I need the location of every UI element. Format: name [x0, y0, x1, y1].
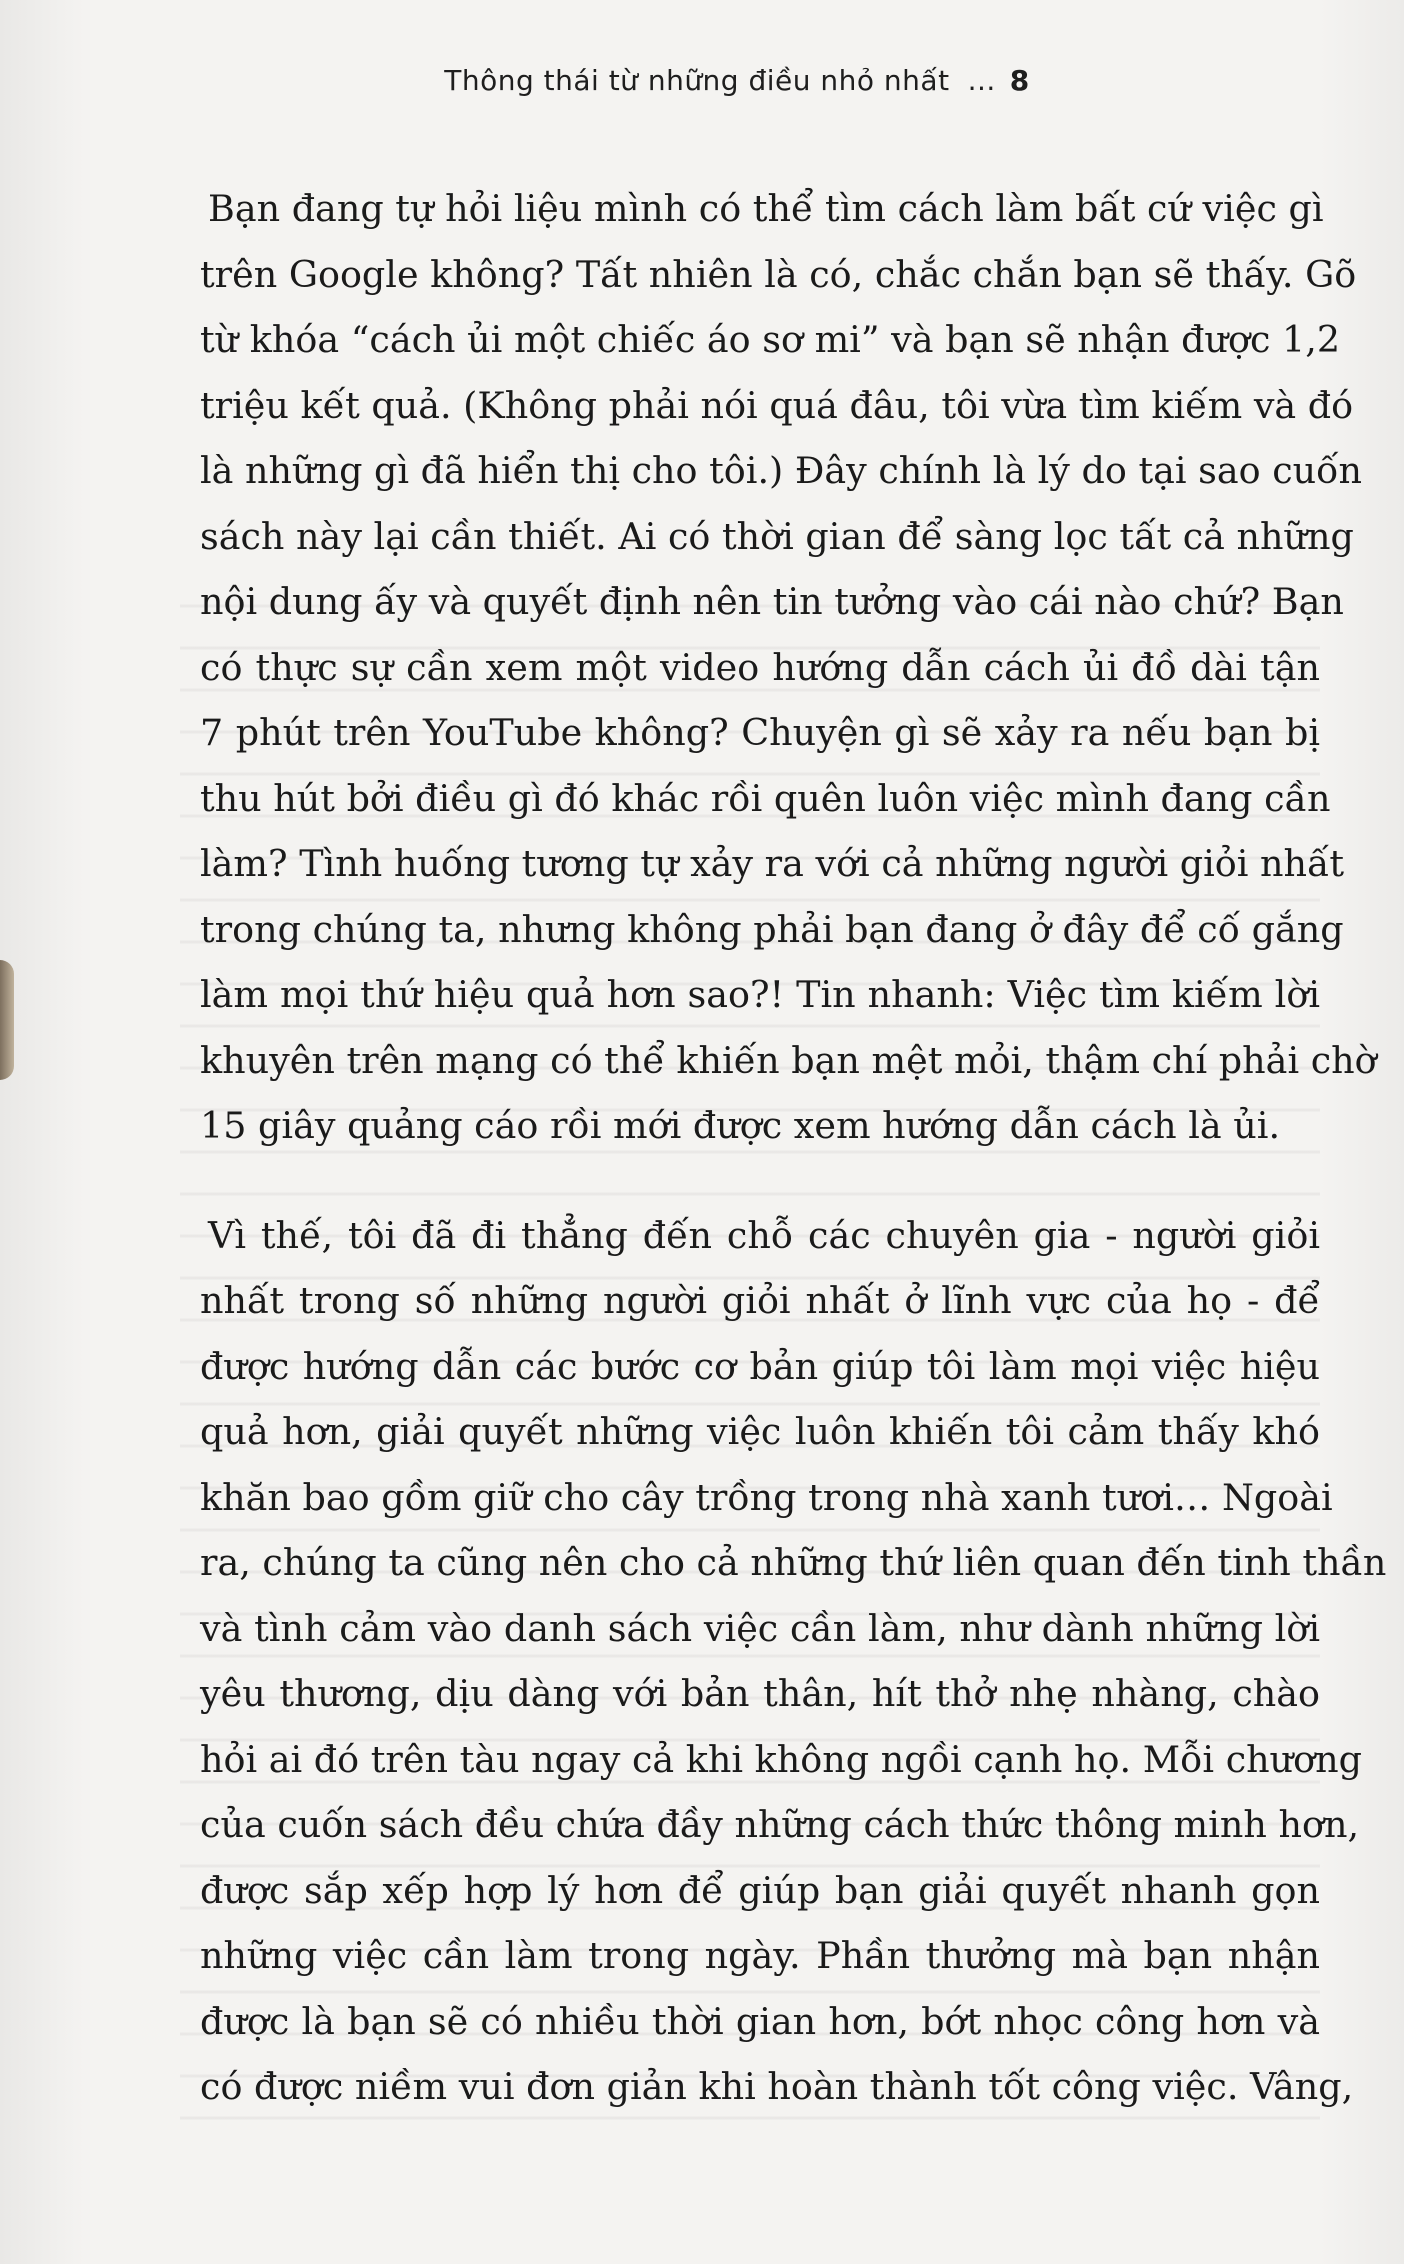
text-line: thu hút bởi điều gì đó khác rồi quên luôn việc mình đang cần: [200, 776, 1331, 820]
text-line: có được niềm vui đơn giản khi hoàn thành tốt công việc. Vâng,: [200, 2065, 1354, 2108]
paragraph-spacer: [200, 1159, 1320, 1203]
text-line: yêu thương, dịu dàng với bản thân, hít thở nhẹ nhàng, chào: [200, 1672, 1320, 1715]
text-line: sách này lại cần thiết. Ai có thời gian để sàng lọc tất cả những: [200, 514, 1354, 558]
paragraph-1: [200, 176, 1377, 1159]
text-line: những việc cần làm trong ngày. Phần thưởng mà bạn nhận: [200, 1934, 1320, 1977]
text-line: được hướng dẫn các bước cơ bản giúp tôi làm mọi việc hiệu: [200, 1344, 1320, 1388]
paragraph-2: [200, 1203, 1387, 2120]
binding-edge: [0, 960, 14, 1080]
body-text: [200, 176, 1387, 2120]
text-line: Bạn đang tự hỏi liệu mình có thể tìm cách làm bất cứ việc gì: [208, 187, 1324, 230]
text-line: hỏi ai đó trên tàu ngay cả khi không ngồi cạnh họ. Mỗi chương: [200, 1737, 1363, 1781]
text-line: trên Google không? Tất nhiên là có, chắc chắn bạn sẽ thấy. Gõ: [200, 252, 1357, 296]
text-line: là những gì đã hiển thị cho tôi.) Đây chính là lý do tại sao cuốn: [200, 449, 1363, 492]
text-line: được là bạn sẽ có nhiều thời gian hơn, bớt nhọc công hơn và: [200, 1999, 1320, 2043]
text-line: khăn bao gồm giữ cho cây trồng trong nhà xanh tươi… Ngoài: [200, 1475, 1333, 1519]
running-header-title: Thông thái từ những điều nhỏ nhất: [444, 64, 950, 97]
text-line: Vì thế, tôi đã đi thẳng đến chỗ các chuyên gia - người giỏi: [208, 1213, 1320, 1257]
text-line: làm mọi thứ hiệu quả hơn sao?! Tin nhanh: Việc tìm kiếm lời: [200, 973, 1320, 1016]
text-line: triệu kết quả. (Không phải nói quá đâu, tôi vừa tìm kiếm và đó: [200, 383, 1354, 427]
text-line: được sắp xếp hợp lý hơn để giúp bạn giải quyết nhanh gọn: [200, 1868, 1320, 1912]
text-line: của cuốn sách đều chứa đầy những cách thức thông minh hơn,: [200, 1803, 1360, 1846]
running-header-separator: ...: [967, 64, 996, 97]
page-number: 8: [1009, 64, 1030, 97]
text-line: 15 giây quảng cáo rồi mới được xem hướng dẫn cách là ủi.: [200, 1104, 1281, 1147]
text-line: từ khóa “cách ủi một chiếc áo sơ mi” và bạn sẽ nhận được 1,2: [200, 318, 1341, 361]
text-line: và tình cảm vào danh sách việc cần làm, như dành những lời: [200, 1606, 1320, 1650]
text-line: quả hơn, giải quyết những việc luôn khiến tôi cảm thấy khó: [200, 1410, 1320, 1453]
text-line: trong chúng ta, nhưng không phải bạn đang ở đây để cố gắng: [200, 907, 1344, 951]
text-line: nhất trong số những người giỏi nhất ở lĩnh vực của họ - để: [200, 1279, 1320, 1322]
text-line: làm? Tình huống tương tự xảy ra với cả những người giỏi nhất: [200, 842, 1345, 885]
text-line: có thực sự cần xem một video hướng dẫn cách ủi đồ dài tận: [200, 645, 1320, 689]
text-line: 7 phút trên YouTube không? Chuyện gì sẽ xảy ra nếu bạn bị: [200, 711, 1320, 754]
running-header: [0, 64, 1404, 97]
text-line: nội dung ấy và quyết định nên tin tưởng vào cái nào chứ? Bạn: [200, 580, 1344, 623]
text-line: ra, chúng ta cũng nên cho cả những thứ liên quan đến tinh thần: [200, 1541, 1387, 1584]
text-line: khuyên trên mạng có thể khiến bạn mệt mỏi, thậm chí phải chờ: [200, 1038, 1377, 1082]
